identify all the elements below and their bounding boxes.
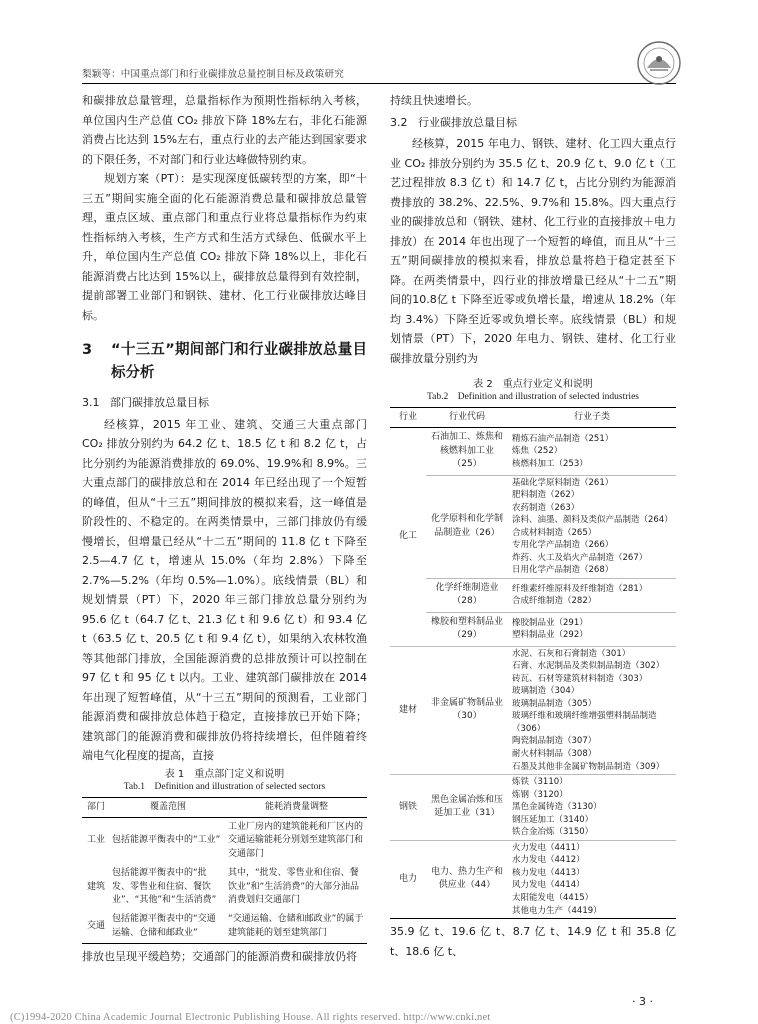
subclass-cell — [508, 428, 676, 475]
table-row — [390, 475, 676, 578]
table-1-header: 覆盖范围 — [110, 797, 226, 817]
subclass-item: 火力发电（4411） — [512, 842, 585, 853]
left-column — [82, 91, 367, 967]
right-paragraph-2: 35.9 亿 t、19.6 亿 t、8.7 亿 t、14.9 亿 t 和 35.8 亿 t、18.6 亿 t、 — [390, 925, 676, 958]
right-paragraph-1: 经核算，2015 年电力、钢铁、建材、化工四大重点行业 CO₂ 排放分别约为 35.5 亿 t、20.9 亿 t、9.0 亿 t（工艺过程排放 8.3 亿 t）和 14.7 亿 t，占比分别约为能源消费排放的 38.2%、22.5%、9.7%和 15.8%。四大重点行业的碳排放总和（钢铁、建材、化工行业的直接排放＋电力排放）在 2014 年也出现了一个短暂的峰值，而且从“十三五”期间碳排放的模拟来看，排放总量将趋于稳定甚至下降。在两类情景中，四行业的排放增量已经从“十二五”期间的10.8亿 t 下降至近零或负增长量，增速从 18.2%（年均 3.4%）下降至近零或负增长率。底线情景（BL）和规划情景（PT）下，2020 年电力、钢铁、建材、化工行业碳排放量分别约为 — [390, 137, 676, 365]
table-row — [390, 840, 676, 918]
subclass-item: 核燃料加工（253） — [512, 458, 588, 469]
industry-code-cell: 化学原料和化学制品制造业（26） — [426, 475, 508, 578]
table-2-caption-cn: 表 2 重点行业定义和说明 — [473, 379, 593, 390]
table-row — [390, 612, 676, 646]
industry-cell: 钢铁 — [390, 775, 426, 841]
table-cell: 工业厂房内的建筑能耗和厂区内的交通运输能耗分别划至建筑部门和交通部门 — [228, 821, 364, 859]
copyright-footer: (C)1994-2020 China Academic Journal Electronic Publishing House. All rights reserved. http://www.cnki.net — [10, 1012, 491, 1023]
running-head: 梨颖等：中国重点部门和行业碳排放总量控制目标及政策研究 — [82, 69, 344, 80]
table-cell: 其中，“批发、零售业和住宿、餐饮业”和“生活消费”的大部分油品消费划归交通部门 — [228, 868, 359, 905]
industry-code-cell: 橡胶和塑料制品业（29） — [426, 612, 508, 646]
subclass-item: 耐火材料制品（308） — [512, 749, 597, 759]
table-cell: 工业 — [86, 835, 105, 846]
table-2-caption-en: Tab.2 Definition and illustration of selected industries — [427, 392, 639, 402]
left-paragraph-3: 经核算，2015 年工业、建筑、交通三大重点部门 CO₂ 排放分别约为 64.2 亿 t、18.5 亿 t 和 8.2 亿 t，占比分别约为能源消费排放的 69.0%、19.9%和 8.9%。三大重点部门的碳排放总和在 2014 年已经出现了一个短暂的峰值，但从“十三五”期间排放的模拟来看，这一峰值是阶段性的、不稳定的。在两类情景中，三部门排放仍有缓慢增长，但增量已经从“十二五”期间的 11.8 亿 t 下降至 2.5—4.7 亿 t，增速从 15.0%（年均 2.8%）下降至 2.7%—5.2%（年均 0.5%—1.0%）。底线情景（BL）和规划情景（PT）下，2020 年三部门排放总量分别约为 95.6 亿 t（64.7 亿 t、21.3 亿 t 和 9.6 亿 t）和 93.4 亿 t（63.5 亿 t、20.5 亿 t 和 9.4 亿 t），如果纳入农林牧渔等其他部门排放，全国能源消费的总排放预计可以控制在 97 亿 t 和 95 亿 t 以内。工业、建筑部门碳排放在 2014 年出现了短暂峰值，从“十三五”期间的预测看，工业部门能源消费和碳排放总体趋于稳定，直接排放已开始下降；建筑部门的能源消费和碳排放仍将持续增长，但伴随着终端电气化程度的提高，直接 — [82, 417, 367, 762]
industry-code-cell: 化学纤维制造业（28） — [426, 579, 508, 613]
subclass-cell — [508, 840, 676, 918]
page-number: · 3 · — [632, 995, 653, 1008]
table-row — [390, 428, 676, 475]
table-row — [390, 775, 676, 841]
table-1-caption-cn: 表 1 重点部门定义和说明 — [164, 768, 285, 780]
subclass-item: 塑料制品业（292） — [512, 630, 588, 641]
subclass-item: 合成材料制造（265） — [512, 527, 597, 538]
subclass-cell — [508, 775, 676, 841]
subclass-cell — [508, 475, 676, 578]
table-1-caption-en: Tab.1 Definition and illustration of selected sectors — [123, 781, 326, 792]
subclass-item: 炸药、火工及焰火产品制造（267） — [512, 552, 648, 563]
subclass-item: 炼铁（3110） — [512, 777, 568, 788]
subclass-item: 玻璃制品制造（305） — [512, 698, 597, 709]
table-1-header: 能耗消费量调整 — [226, 797, 367, 817]
section-3-title: 3 “十三五”期间部门和行业碳排放总量目标分析 — [82, 342, 367, 381]
industry-cell: 化工 — [398, 531, 417, 542]
subclass-item: 玻璃制造（304） — [512, 686, 580, 697]
table-2-header: 行业子类 — [508, 408, 676, 428]
subclass-item: 精炼石油产品制造（251） — [512, 433, 614, 444]
subclass-item: 铁合金冶炼（3150） — [512, 827, 594, 838]
subclass-item: 水泥、石灰和石膏制造（301） — [512, 648, 631, 659]
subclass-item: 专用化学产品制造（266） — [512, 540, 614, 551]
industry-code-cell: 非金属矿物制品业（30） — [426, 646, 508, 774]
table-2-header: 行业代码 — [426, 408, 508, 428]
table-2-header: 行业 — [390, 408, 426, 428]
subclass-item: 炼焦（252） — [512, 446, 563, 457]
subclass-item: 橡胶制品业（291） — [512, 617, 588, 628]
subsection-3-1-title: 3.1 部门碳排放总量目标 — [82, 396, 209, 409]
subclass-item: 陶瓷制品制造（307） — [512, 736, 597, 747]
table-cell: 包括能源平衡表中的“批发、零售业和住宿、餐饮业”、“其他”和“生活消费” — [112, 868, 217, 905]
industry-code-cell: 黑色金属冶炼和压延加工业（31） — [426, 775, 508, 841]
subclass-cell — [508, 579, 676, 613]
subsection-3-2-title: 3.2 行业碳排放总量目标 — [390, 115, 517, 129]
left-paragraph-4: 排放也呈现平缓趋势；交通部门的能源消费和碳排放仍将 — [82, 950, 357, 964]
subclass-item: 太阳能发电（4415） — [512, 893, 594, 904]
subclass-item: 合成纤维制造（282） — [512, 596, 597, 607]
table-row — [390, 646, 676, 774]
right-paragraph-0: 持续且快速增长。 — [390, 94, 478, 107]
table-row — [390, 579, 676, 613]
table-cell: 交通 — [82, 910, 110, 943]
journal-seal-icon — [636, 40, 682, 86]
subclass-item: 炼钢（3120） — [512, 789, 568, 800]
left-paragraph-2: 规划方案（PT）：是实现深度低碳转型的方案，即“十三五”期间实施全面的化石能源消费总量和碳排放总量管理，重点区域、重点部门和重点行业将总量指标作为约束性指标纳入考核，生产方式和生活方式绿色、低碳水平上升，单位国内生产总值 CO₂ 排放下降 18%以上，非化石能源消费占比达到 15%以上，碳排放总量得到有效控制，提前部署工业部门和钢铁、建材、化工行业碳排放达峰目标。 — [82, 172, 367, 322]
table-cell: 包括能源平衡表中的“交通运输、仓储和邮政业” — [110, 910, 226, 943]
subclass-item: 钢压延加工（3140） — [512, 814, 594, 825]
table-row — [82, 817, 367, 864]
subclass-item: 石墨及其他非金属矿物制品制造（309） — [512, 761, 665, 772]
subclass-item: 砖瓦、石材等建筑材料制造（303） — [512, 673, 648, 684]
subclass-item: 肥料制造（262） — [512, 490, 580, 501]
subclass-item: 纤维素纤维原料及纤维制造（281） — [512, 583, 648, 594]
subclass-item: 核力发电（4413） — [512, 867, 585, 878]
subclass-item: 黑色金属铸造（3130） — [512, 802, 602, 813]
subclass-cell — [508, 612, 676, 646]
subclass-item: 水力发电（4412） — [512, 855, 585, 866]
header-rule — [82, 83, 676, 84]
table-row — [82, 910, 367, 943]
industry-code-cell: 电力、热力生产和供应业（44） — [426, 840, 508, 918]
left-paragraph-1: 和碳排放总量管理，总量指标作为预期性指标纳入考核，单位国内生产总值 CO₂ 排放下降 18%左右，非化石能源消费占比达到 15%左右，重点行业的去产能达到国家要求的下限任务，不对部门和行业达峰做特别约束。 — [82, 94, 367, 166]
subclass-item: 涂料、油墨、颜料及类似产品制造（264） — [512, 515, 673, 526]
table-row — [82, 864, 367, 910]
industry-cell: 建材 — [390, 646, 426, 774]
subclass-item: 玻璃纤维和玻璃纤维增强塑料制品制造（306） — [512, 711, 657, 734]
table-cell: 包括能源平衡表中的“工业” — [112, 835, 221, 846]
table-1 — [82, 768, 367, 945]
table-1-header: 部门 — [82, 797, 110, 817]
right-column — [390, 91, 676, 961]
subclass-item: 日用化学产品制造（268） — [512, 565, 614, 576]
industry-code-cell: 石油加工、炼焦和核燃料加工业（25） — [430, 432, 503, 470]
subclass-item: 基础化学原料制造（261） — [512, 477, 614, 488]
subclass-item: 农药制造（263） — [512, 502, 580, 513]
industry-cell: 电力 — [390, 840, 426, 918]
subclass-item: 其他电力生产（4419） — [512, 905, 602, 916]
subclass-item: 石膏、水泥制品及类似制品制造（302） — [512, 661, 665, 672]
table-cell: “交通运输、仓储和邮政业”的属于建筑能耗的划至建筑部门 — [226, 910, 367, 943]
subclass-cell — [508, 646, 676, 774]
subclass-item: 风力发电（4414） — [512, 880, 585, 891]
table-cell: 建筑 — [86, 881, 105, 892]
table-2 — [390, 378, 676, 919]
